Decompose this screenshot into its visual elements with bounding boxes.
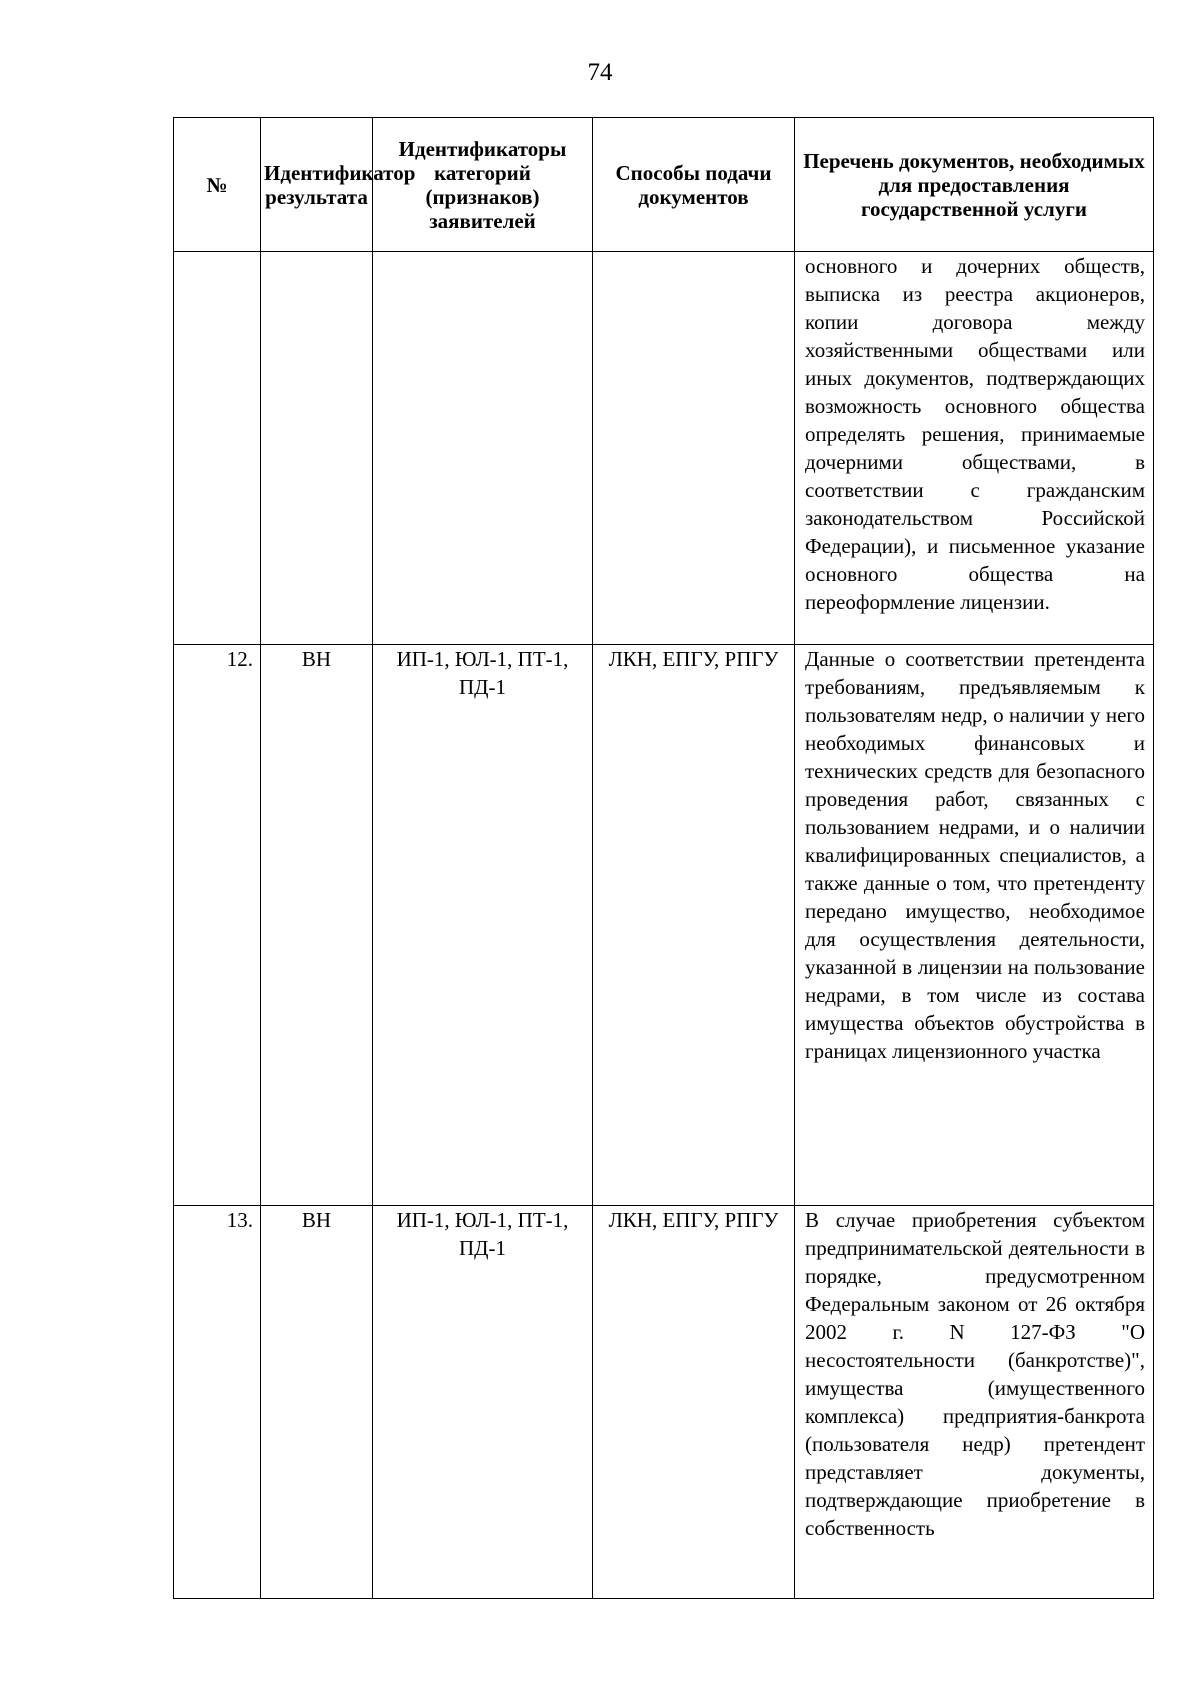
header-result-id: Идентификатор результата (261, 118, 373, 252)
cell-methods (593, 252, 795, 645)
cell-number (174, 252, 261, 645)
header-methods: Способы подачи документов (593, 118, 795, 252)
header-categories: Идентификаторы категорий (признаков) заявителей (373, 118, 593, 252)
cell-categories (373, 252, 593, 645)
cell-categories: ИП-1, ЮЛ-1, ПТ-1, ПД-1 (373, 645, 593, 1206)
cell-documents: В случае приобретения субъектом предпринимательской деятельности в порядке, предусмотренном Федеральным законом от 26 октября 2002 г. N 127-ФЗ "О несостоятельности (банкротстве)", имущества (имущественного комплекса) предприятия-банкрота (пользователя недр) претендент представляет документы, подтверждающие приобретение в собственность (795, 1206, 1154, 1599)
table-row (174, 645, 1154, 1206)
header-number: № (174, 118, 261, 252)
cell-result-id: ВН (261, 1206, 373, 1599)
cell-categories: ИП-1, ЮЛ-1, ПТ-1, ПД-1 (373, 1206, 593, 1599)
page-number: 74 (587, 59, 613, 86)
cell-documents: Данные о соответствии претендента требованиям, предъявляемым к пользователям недр, о наличии у него необходимых финансовых и технических средств для безопасного проведения работ, связанных с пользованием недрами, и о наличии квалифицированных специалистов, а также данные о том, что претенденту передано имущество, необходимое для осуществления деятельности, указанной в лицензии на пользование недрами, в том числе из состава имущества объектов обустройства в границах лицензионного участка (795, 645, 1154, 1206)
documents-table (173, 117, 1154, 1599)
table-row (174, 252, 1154, 645)
cell-result-id (261, 252, 373, 645)
table-header-row (174, 118, 1154, 252)
table-row (174, 1206, 1154, 1599)
cell-number: 13. (174, 1206, 261, 1599)
table-header (174, 118, 1154, 252)
cell-documents: основного и дочерних обществ, выписка из реестра акционеров, копии договора между хозяйственными обществами или иных документов, подтверждающих возможность основного общества определять решения, принимаемые дочерними обществами, в соответствии с гражданским законодательством Российской Федерации), и письменное указание основного общества на переоформление лицензии. (795, 252, 1154, 645)
cell-methods: ЛКН, ЕПГУ, РПГУ (593, 1206, 795, 1599)
header-documents: Перечень документов, необходимых для предоставления государственной услуги (795, 118, 1154, 252)
cell-result-id: ВН (261, 645, 373, 1206)
cell-number: 12. (174, 645, 261, 1206)
cell-methods: ЛКН, ЕПГУ, РПГУ (593, 645, 795, 1206)
